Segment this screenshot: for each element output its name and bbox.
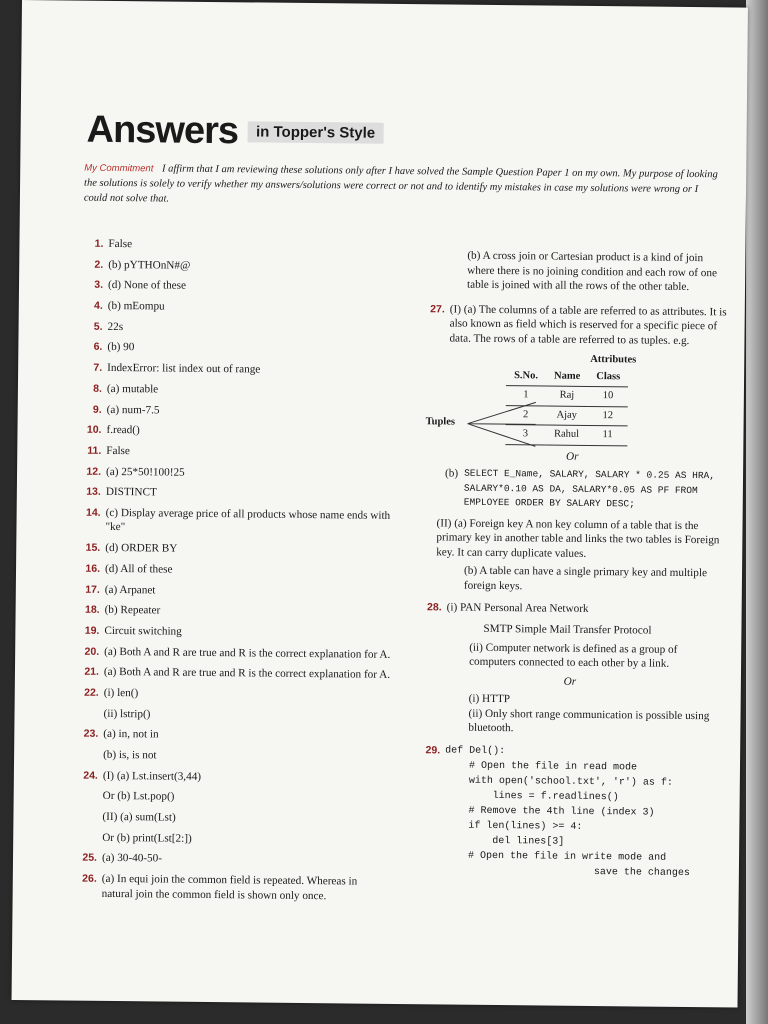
answer-item: [72, 748, 392, 766]
table-cell: 2: [506, 405, 546, 425]
question-number: 26.: [82, 872, 97, 885]
answer-text: Or (b) Lst.pop(): [102, 790, 175, 804]
question-number: 10.: [86, 423, 102, 437]
book-page: [12, 0, 748, 1008]
table-caption: Attributes: [590, 354, 637, 366]
answer-text: (II) (a) sum(Lst): [102, 810, 176, 824]
answer-text: False: [106, 444, 130, 458]
question-number: [72, 706, 98, 721]
question-number: 3.: [94, 279, 104, 292]
answer-item: [74, 582, 394, 600]
answer-text: (a) Arpanet: [104, 583, 156, 596]
attributes-table-figure: [417, 351, 728, 447]
answer-text: (a) 30-40-50-: [101, 852, 163, 865]
answer-text: (d) All of these: [104, 562, 173, 576]
answer-item: [77, 257, 397, 275]
answer-item: [71, 851, 391, 869]
answer-27-II-a: (II) (a) Foreign key A non key column of a table that is the primary key in another table and links the two tables is Foreign key. It can carry duplicate values.: [436, 517, 720, 560]
right-column: [413, 248, 730, 887]
question-number: 24.: [83, 769, 98, 782]
table-cell: 1: [506, 386, 546, 406]
question-number: 1.: [94, 237, 104, 250]
answer-text: 22s: [107, 320, 124, 333]
answer-text: (b) mEompu: [107, 299, 165, 313]
table-cell: 11: [588, 426, 628, 446]
commitment-label: My Commitment: [84, 162, 154, 175]
question-number: 28.: [426, 601, 442, 614]
sql-query: SELECT E_Name, SALARY, SALARY * 0.25 AS HRA, SALARY*0.10 AS DA, SALARY*0.05 AS PF FROM EMPLOYEE ORDER BY SALARY DESC;: [463, 467, 716, 510]
question-number: 18.: [84, 603, 100, 617]
answer-item: [73, 644, 393, 662]
answer-27: [418, 302, 728, 349]
answer-item: [73, 686, 393, 704]
table-cell: Raj: [546, 386, 588, 406]
code-line: def Del():: [445, 745, 506, 757]
question-number: 19.: [84, 624, 100, 637]
code-line: del lines[3]: [444, 835, 565, 848]
question-number: 12.: [86, 465, 102, 478]
answer-28-http: (i) HTTP: [468, 692, 511, 706]
question-number: 29.: [425, 743, 441, 756]
tuples-arrows: [465, 394, 556, 455]
question-number: 15.: [85, 541, 101, 554]
or-divider: Or: [565, 450, 579, 463]
question-number: 20.: [84, 645, 100, 658]
answer-item: [76, 361, 396, 379]
answer-text: (b) 90: [107, 341, 135, 354]
answer-text: (c) Display average price of all products whose name ends with "ke": [105, 506, 391, 534]
answer-item: [76, 402, 396, 420]
commitment-text: I affirm that I am reviewing these solutions only after I have solved the Sample Question Paper 1 on my own. My purpose of looking the solutions is solely to verify whether my answers/solutions were correct or not and to identify my mistakes in case my solutions were wrong or I could not solve that.: [83, 163, 718, 205]
answer-item: [75, 464, 395, 482]
question-number: 9.: [92, 403, 102, 416]
answer-item: [76, 381, 396, 399]
code-line: with open('school.txt', 'r') as f:: [444, 775, 673, 789]
question-number: [72, 789, 98, 804]
question-number: 4.: [93, 299, 103, 312]
answer-item: [72, 789, 392, 807]
answer-item: [72, 768, 392, 786]
answer-item: [77, 319, 397, 337]
answer-text: f.read(): [106, 424, 140, 437]
question-number: 16.: [85, 562, 101, 575]
answer-text: (b) pYTHOnN#@: [108, 258, 191, 272]
table-cell: 10: [588, 387, 628, 407]
table-cell: Rahul: [545, 425, 587, 445]
question-number: 2.: [94, 258, 104, 271]
answer-text: (a) Both A and R are true and R is the correct explanation for A.: [104, 645, 391, 661]
or-divider: Or: [563, 675, 577, 688]
answer-text: Or (b) print(Lst[2:]): [102, 831, 192, 845]
question-number: 5.: [93, 320, 103, 333]
answer-item: [72, 727, 392, 745]
answer-text: (a) mutable: [106, 382, 159, 396]
answer-text: (b) Repeater: [104, 604, 161, 617]
answer-text: (d) ORDER BY: [105, 542, 178, 555]
question-number: 22.: [84, 686, 99, 699]
code-line: save the changes: [443, 865, 690, 879]
code-line: lines = f.readlines(): [444, 790, 619, 803]
answer-28-i: (i) PAN Personal Area Network: [446, 601, 589, 616]
tuples-label: Tuples: [425, 416, 456, 428]
answer-item: [74, 506, 394, 538]
answer-item: [73, 623, 393, 641]
answer-item: [77, 237, 397, 255]
answer-item: [75, 443, 395, 461]
code-line: if len(lines) >= 4:: [444, 820, 583, 833]
code-line: # Open the file in write mode and: [444, 850, 667, 864]
table-cell: 3: [505, 425, 545, 445]
answer-text: (d) None of these: [107, 279, 187, 293]
answer-item: [73, 665, 393, 683]
answer-27-text: (I) (a) The columns of a table are referred to as attributes. It is also known as field which is reserved for a specific piece of data. The rows of a table are referred to as tuples. e.g.: [449, 302, 727, 347]
question-number: 27.: [430, 302, 445, 315]
answer-27b: [445, 467, 727, 513]
question-number: 8.: [93, 382, 102, 395]
answer-28: [416, 601, 726, 619]
answer-item: [71, 830, 391, 848]
answer-text: (b) is, is not: [103, 748, 157, 762]
question-number: [71, 830, 97, 845]
commitment-note: [84, 161, 724, 213]
table-header-cell: Name: [546, 367, 588, 386]
answer-text: (a) in, not in: [103, 728, 159, 741]
question-number: 17.: [85, 583, 100, 596]
answer-item: [71, 872, 391, 904]
answer-28-ii: (ii) Computer network is defined as a group of computers connected to each other by a link.: [469, 641, 678, 670]
answer-item: [74, 603, 394, 621]
table-cell: Ajay: [546, 406, 588, 426]
answer-item: [75, 485, 395, 503]
question-number: 21.: [84, 665, 100, 679]
answer-28-bluetooth: (ii) Only short range communication is possible using bluetooth.: [468, 707, 710, 735]
answer-item: [72, 706, 392, 724]
answer-item: [77, 299, 397, 317]
answer-27-II-b: (b) A table can have a single primary key and multiple foreign keys.: [463, 565, 708, 593]
answer-text: (a) 25*50!100!25: [106, 465, 185, 479]
answer-text: DISTINCT: [105, 486, 157, 499]
answer-28-smtp: SMTP Simple Mail Transfer Protocol: [483, 622, 652, 637]
answer-item: [75, 423, 395, 441]
answer-text: (a) Both A and R are true and R is the correct explanation for A.: [103, 666, 391, 682]
answer-item: [71, 810, 391, 828]
answer-text: Circuit switching: [104, 624, 182, 638]
page-edge: [746, 0, 768, 1024]
question-number: 23.: [83, 727, 99, 741]
question-number: 25.: [82, 852, 98, 865]
answers-header: [86, 109, 383, 155]
table-header-cell: S.No.: [506, 367, 546, 386]
answer-text: (ii) lstrip(): [103, 707, 151, 721]
answer-text: False: [108, 237, 133, 251]
answer-text: IndexError: list index out of range: [107, 362, 261, 376]
answer-text: (a) In equi join the common field is repeated. Whereas in natural join the common field is shown only once.: [101, 873, 358, 902]
title-tag: in Topper's Style: [248, 121, 383, 143]
question-number: [72, 748, 98, 763]
python-code: [444, 743, 691, 881]
question-number: 13.: [86, 485, 101, 499]
answer-item: [76, 340, 396, 358]
question-number: [71, 810, 97, 825]
left-column: [71, 237, 398, 911]
question-number: 14.: [85, 506, 101, 519]
question-number: 6.: [93, 341, 103, 354]
answer-text: (i) len(): [103, 686, 139, 700]
answer-item: [74, 561, 394, 579]
table-header-cell: Class: [588, 368, 628, 387]
code-line: # Open the file in read mode: [444, 760, 638, 774]
table-cell: 12: [588, 406, 628, 426]
answer-26b: (b) A cross join or Cartesian product is a kind of join where there is no joining condition and each row of one table is joined with all the rows of the other table.: [466, 249, 718, 294]
page-title: Answers: [86, 108, 239, 153]
question-number: 7.: [93, 361, 103, 374]
part-label: (b): [445, 467, 459, 480]
answer-item: [74, 541, 394, 559]
answer-29: [413, 743, 724, 881]
code-line: # Remove the 4th line (index 3): [444, 805, 655, 819]
answer-text: (a) num-7.5: [106, 403, 160, 416]
question-number: 11.: [87, 444, 102, 457]
answer-item: [77, 278, 397, 296]
answer-text: (I) (a) Lst.insert(3,44): [102, 769, 202, 783]
